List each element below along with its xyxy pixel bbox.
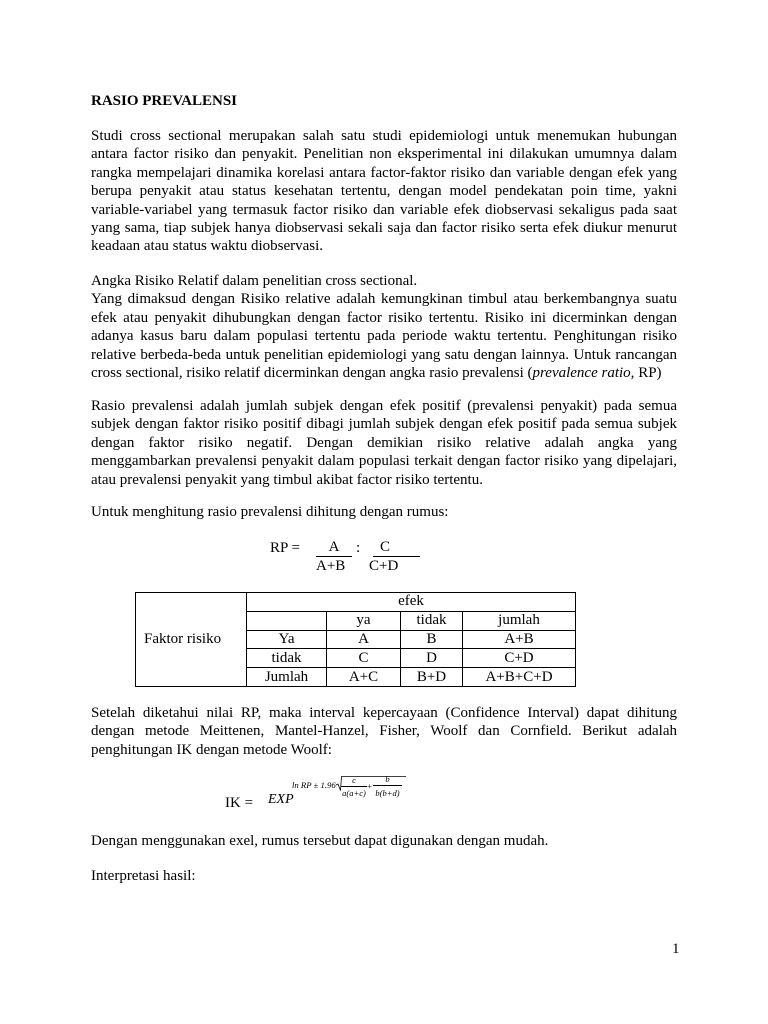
table-cell: A+B [463,630,576,649]
table-header-cell: tidak [401,611,463,630]
fraction-numerator: A [316,539,352,557]
fraction-denominator: A+B [316,558,346,574]
table-cell: A+B+C+D [463,668,576,687]
text-line: dengan faktor risiko negatif. Dengan demikian risiko relative adalah angka yang [91,434,677,451]
italic-term: prevalence ratio, [532,364,635,381]
formula-ik-lhs: IK = [225,795,254,811]
table-row [136,593,576,612]
text-line: Untuk menghitung rasio prevalensi dihitung dengan rumus: [91,504,449,520]
table-header-cell: jumlah [463,611,576,630]
table-column-group-header: efek [247,593,576,612]
fraction-numerator: b [385,774,390,784]
section-heading-line: Angka Risiko Relatif dalam penelitian cross sectional. [91,273,418,289]
text-line: Yang dimaksud dengan Risiko relative adalah kemungkinan timbul atau berkembangnya suatu [91,291,677,308]
text-line: relative berbeda-beda untuk penelitian epidemiologi yang satu dengan lainnya. Untuk rancangan [91,346,677,363]
text-line: menggambarkan prevalensi penyakit dalam populasi terkait dengan factor risiko yang dipelajari, [91,453,677,470]
text-line: variable-variabel yang termasuk factor risiko dan variable efek diobservasi sekaligus pada saat [91,201,677,218]
table-header-cell: ya [327,611,401,630]
paragraph-confidence-interval [91,704,677,759]
text-line: yang sama, tiap subjek hanya diobservasi sekali saja dan factor risiko serta efek diukur menurut [91,219,677,236]
text-line: antara factor risiko dan penyakit. Penelitian non eksperimental ini dilakukan umumnya dalam [91,146,677,163]
table-cell: C+D [463,649,576,668]
text-line: berupa penyakit atau status kesehatan tertentu, dengan model pendekatan poin time, yakni [91,183,677,200]
table-cell: A [327,630,401,649]
text-line: keadaan atau status waktu diobservasi. [91,238,324,255]
text-line: atau prevalensi penyakit yang timbul akibat factor risiko tertentu. [91,471,483,488]
formula-exponent-prefix: ln RP ± 1.96 [292,780,336,790]
formula-rp-lhs: RP = [270,540,300,556]
text-line: adanya kasus baru dalam populasi tertentu pada periode waktu tertentu. Penghitungan risiko [91,328,677,345]
table-empty-cell [247,611,327,630]
document-title: RASIO PREVALENSI [91,93,238,109]
text-line: Rasio prevalensi adalah jumlah subjek dengan efek positif (prevalensi penyakit) pada semua [91,398,677,414]
text-segment: cross sectional, risiko relatif dicerminkan dengan angka rasio prevalensi ( [91,364,533,381]
paragraph-relative-risk [91,272,677,382]
table-cell: B [401,630,463,649]
table-cell: A+C [327,668,401,687]
contingency-table [135,592,576,687]
fraction-numerator: c [352,775,356,785]
text-line: Dengan menggunakan exel, rumus tersebut dapat digunakan dengan mudah. [91,833,549,849]
table-cell: D [401,649,463,668]
ratio-separator: : [356,540,361,556]
formula-exp-base: EXP [268,792,294,807]
table-cell: B+D [401,668,463,687]
page-number: 1 [672,941,680,957]
text-line: Studi cross sectional merupakan salah satu studi epidemiologi untuk menemukan hubungan [91,128,677,144]
plus-operator: + [366,781,373,791]
text-line: efek atau penyakit dihubungkan dengan factor risiko tertentu. Risiko ini dicerminkan dengan [91,309,677,326]
table-row-header: Faktor risiko [136,593,247,687]
text-line: subjek dengan faktor risiko positif dibagi jumlah subjek dengan efek positif pada semua subjek [91,416,677,433]
table-row-label: Ya [247,630,327,649]
paragraph-definition [91,397,677,489]
text-line [91,364,677,382]
table-row-label: tidak [247,649,327,668]
text-line: Setelah diketahui nilai RP, maka interval kepercayaan (Confidence Interval) dapat dihitung [91,705,677,721]
text-line: Interpretasi hasil: [91,868,196,884]
text-line: rangka mempelajari dinamika korelasi antara factor-faktor risiko dan variable dengan efek yang [91,164,677,181]
fraction-denominator: b(b+d) [373,785,402,798]
table-row-label: Jumlah [247,668,327,687]
text-line: penghitungan IK dengan metode Woolf: [91,741,332,758]
fraction-denominator: a(a+c) [342,788,366,798]
fraction-numerator: C [373,539,420,557]
text-line: dengan metode Meittenen, Mantel-Hanzel, Fisher, Woolf dan Cornfield. Berikut adalah [91,723,677,740]
fraction-denominator: C+D [369,558,399,574]
table-cell: C [327,649,401,668]
paragraph-intro [91,127,677,256]
text-segment: RP) [634,364,662,381]
